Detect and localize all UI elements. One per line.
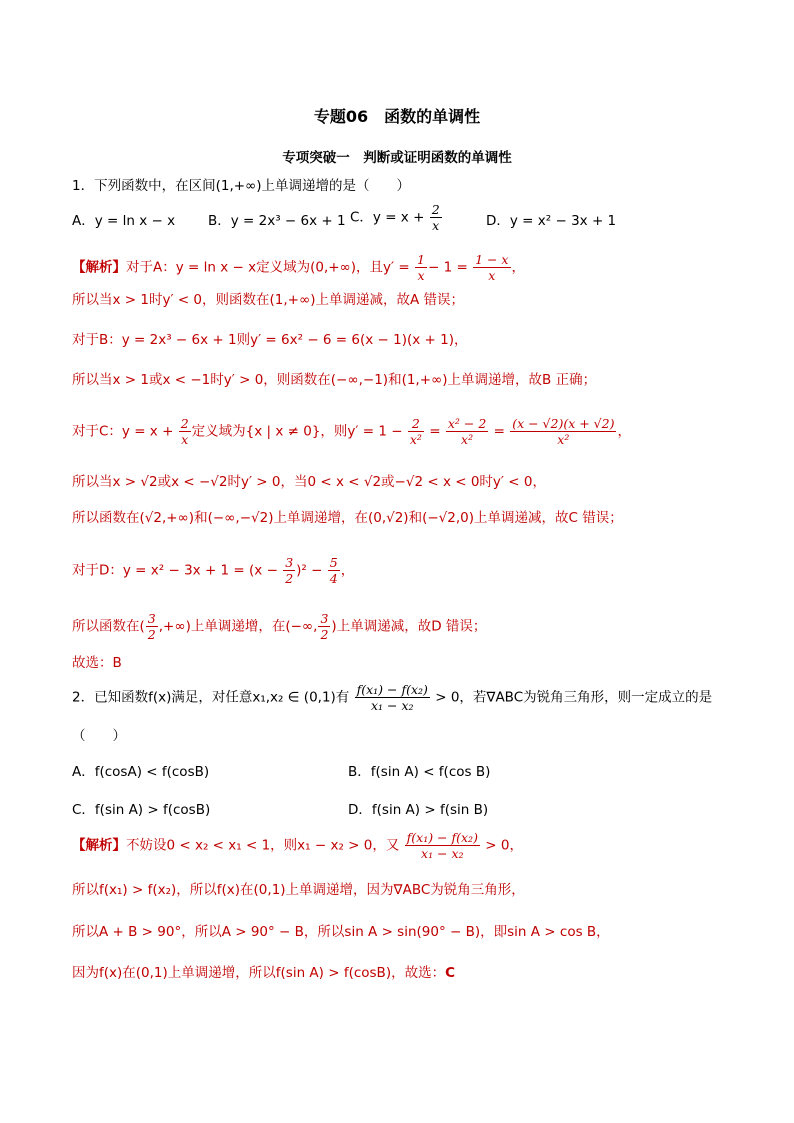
analysis-text: > 0， <box>485 837 523 854</box>
fraction-denominator: 4 <box>329 571 338 586</box>
q1-analysis-a <box>72 252 525 283</box>
q1-option-c-text: C．y = x + <box>350 209 425 226</box>
fraction-numerator: f(x₁) − f(x₂) <box>406 830 478 845</box>
q2-analysis-line3: 所以A + B > 90°，所以A > 90° − B，所以sin A > sin(90° − B)，即sin A > cos B， <box>72 924 610 940</box>
q2-option-a: A．f(cosA) < f(cosB) <box>72 764 210 780</box>
fraction-denominator: x₁ − x₂ <box>421 846 464 861</box>
fraction <box>473 252 510 283</box>
analysis-text: = <box>429 423 441 440</box>
section-subtitle: 专项突破一 判断或证明函数的单调性 <box>282 150 512 166</box>
q1-answer: 故选：B <box>72 655 122 671</box>
q2-analysis-line2: 所以f(x₁) > f(x₂)，所以f(x)在(0,1)上单调递增，因为∇ABC为锐角三角形， <box>72 882 525 898</box>
fraction-numerator: (x − √2)(x + √2) <box>512 416 615 431</box>
fraction <box>510 416 616 447</box>
q2-option-c: C．f(sin A) > f(cosB) <box>72 802 211 818</box>
q1-analysis-c <box>72 416 631 447</box>
fraction-numerator: 2 <box>431 202 440 217</box>
q2-stem <box>72 682 712 713</box>
fraction-denominator: 2 <box>285 571 294 586</box>
fraction-numerator: 2 <box>180 416 189 431</box>
fraction-numerator: 1 <box>417 252 425 267</box>
fraction-numerator: x² − 2 <box>447 416 487 431</box>
analysis-text: − 1 = <box>427 259 468 276</box>
fraction-numerator: 5 <box>329 555 338 570</box>
fraction-denominator: x <box>417 268 425 283</box>
fraction-denominator: x² <box>461 432 474 447</box>
q2-option-d: D．f(sin A) > f(sin B) <box>348 802 489 818</box>
q1-stem: 1．下列函数中，在区间(1,+∞)上单调递增的是（ ） <box>72 178 411 194</box>
q2-answer: C <box>445 965 456 981</box>
q2-analysis-line4 <box>72 963 455 983</box>
fraction-numerator: 3 <box>147 611 156 626</box>
q1-option-c-fraction <box>430 202 442 233</box>
fraction-denominator: x <box>181 432 189 447</box>
fraction <box>328 555 340 586</box>
q2-option-b: B．f(sin A) < f(cos B) <box>348 764 491 780</box>
fraction-denominator: x₁ − x₂ <box>370 698 414 713</box>
fraction <box>146 611 158 642</box>
fraction-denominator: x² <box>409 432 422 447</box>
q1-analysis-line7: 所以函数在(√2,+∞)和(−∞,−√2)上单调递增，在(0,√2)和(−√2,0)上单调递减，故C 错误； <box>72 510 623 526</box>
fraction <box>408 416 424 447</box>
fraction-denominator: 2 <box>147 627 156 642</box>
analysis-text: ,+∞)上单调递增，在(−∞, <box>158 618 318 635</box>
analysis-text: = <box>493 423 505 440</box>
q1-option-b: B．y = 2x³ − 6x + 1 <box>208 213 346 229</box>
fraction-denominator: x <box>432 218 440 233</box>
analysis-text: 对于C：y = x + <box>72 423 174 440</box>
analysis-text: ， <box>511 259 525 276</box>
fraction <box>415 252 427 283</box>
analysis-text: 对于D：y = x² − 3x + 1 = (x − <box>72 562 278 579</box>
analysis-text: ， <box>340 562 355 579</box>
question-text: 2．已知函数f(x)满足，对任意x₁,x₂ ∈ (0,1)有 <box>72 689 350 706</box>
analysis-tag: 【解析】 <box>72 837 126 854</box>
fraction <box>179 416 191 447</box>
q1-analysis-line2: 所以当x > 1时y′ < 0，则函数在(1,+∞)上单调递减，故A 错误； <box>72 292 465 308</box>
q2-stem-paren: （ ） <box>72 728 126 744</box>
analysis-text: 不妨设0 < x₂ < x₁ < 1，则x₁ − x₂ > 0，又 <box>126 837 400 854</box>
q1-analysis-d <box>72 555 354 586</box>
page-title: 专题06 函数的单调性 <box>313 107 481 126</box>
analysis-text: )² − <box>296 562 323 579</box>
q2-analysis-a <box>72 830 523 861</box>
fraction-numerator: 3 <box>320 611 329 626</box>
q1-option-d: D．y = x² − 3x + 1 <box>486 213 617 229</box>
analysis-text: ， <box>617 423 631 440</box>
q1-option-c <box>350 202 443 233</box>
analysis-text: )上单调递减，故D 错误； <box>331 618 487 635</box>
fraction-denominator: x <box>488 268 496 283</box>
analysis-text: 定义域为{x | x ≠ 0}，则y′ = 1 − <box>191 423 403 440</box>
analysis-text: 所以函数在( <box>72 618 145 635</box>
question-text: > 0，若∇ABC为锐角三角形，则一定成立的是 <box>435 689 713 706</box>
fraction-numerator: 2 <box>408 416 424 432</box>
fraction <box>318 611 330 642</box>
q1-analysis-line3: 对于B：y = 2x³ − 6x + 1则y′ = 6x² − 6 = 6(x − 1)(x + 1)， <box>72 332 468 348</box>
fraction <box>405 830 480 861</box>
fraction-numerator: 1 − x <box>475 252 509 267</box>
fraction-numerator: f(x₁) − f(x₂) <box>356 682 428 697</box>
q1-analysis-e <box>72 611 486 642</box>
analysis-text: 因为f(x)在(0,1)上单调递增，所以f(sin A) > f(cosB)，故选： <box>72 965 446 981</box>
fraction <box>283 555 295 586</box>
q1-option-a: A．y = ln x − x <box>72 213 176 229</box>
analysis-tag: 【解析】 <box>72 259 126 276</box>
fraction-denominator: 2 <box>320 627 329 642</box>
analysis-text: 对于A：y = ln x − x定义域为(0,+∞)，且y′ = <box>126 259 410 276</box>
fraction-numerator: 3 <box>285 555 294 570</box>
q1-analysis-line4: 所以当x > 1或x < −1时y′ > 0，则函数在(−∞,−1)和(1,+∞)上单调递增，故B 正确； <box>72 372 597 388</box>
fraction-denominator: x² <box>557 432 570 447</box>
fraction <box>355 682 430 713</box>
q1-analysis-line6: 所以当x > √2或x < −√2时y′ > 0，当0 < x < √2或−√2 < x < 0时y′ < 0， <box>72 474 546 490</box>
fraction <box>446 416 488 447</box>
